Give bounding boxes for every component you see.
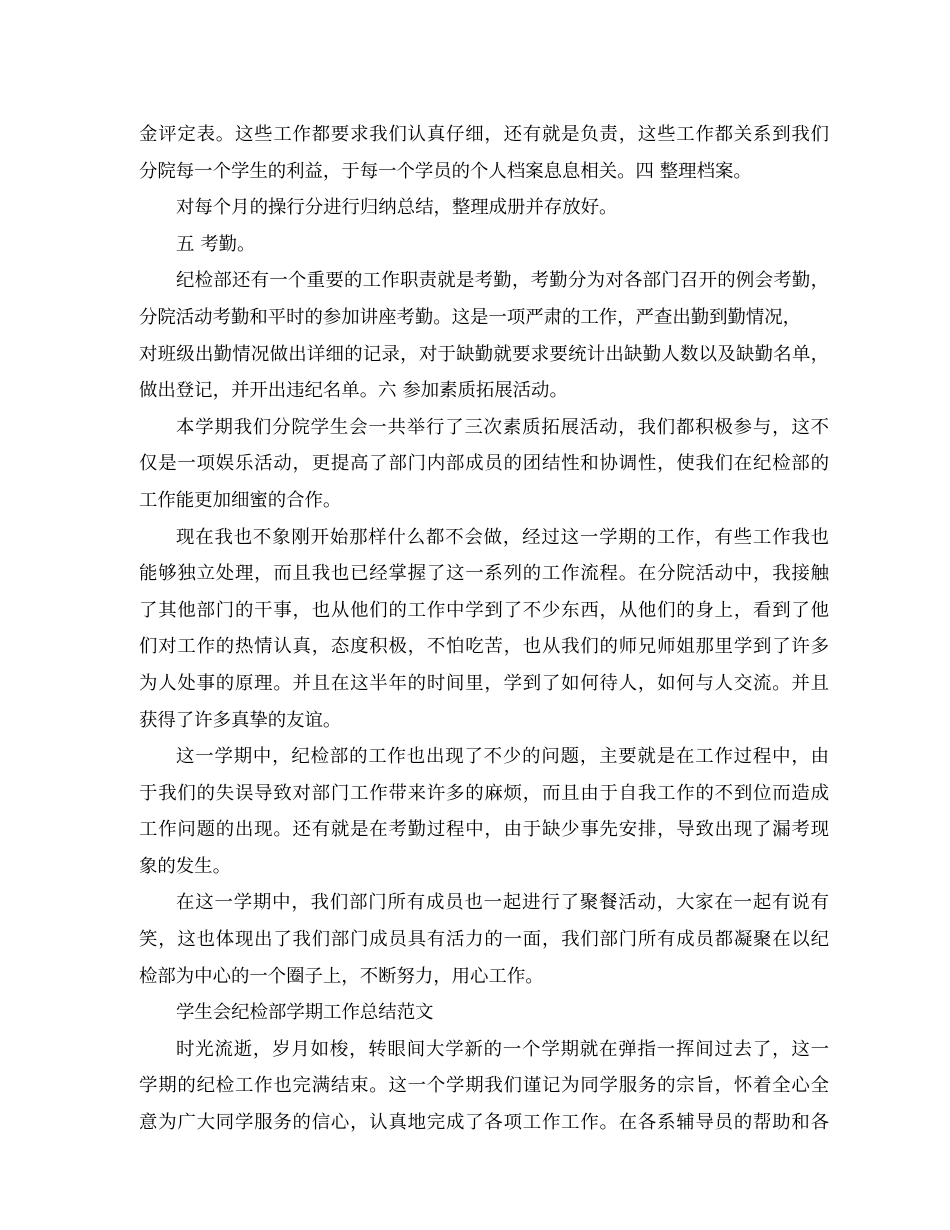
text-line: 检部为中心的一个圈子上，不断努力，用心工作。: [139, 965, 544, 987]
text-line: 工作问题的出现。还有就是在考勤过程中，由于缺少事先安排，导致出现了漏考现: [139, 819, 829, 841]
document-body: [139, 117, 829, 1142]
text-line: 仅是一项娱乐活动，更提高了部门内部成员的团结性和协调性，使我们在纪检部的: [139, 453, 829, 475]
paragraph-start-line: 这一学期中，纪检部的工作也出现了不少的问题，主要就是在工作过程中，由: [176, 746, 829, 768]
text-line: 金评定表。这些工作都要求我们认真仔细，还有就是负责，这些工作都关系到我们: [139, 124, 829, 145]
text-line: 工作能更加细蜜的合作。: [139, 489, 342, 511]
text-line: 意为广大同学服务的信心，认真地完成了各项工作工作。在各系辅导员的帮助和各: [139, 1112, 829, 1134]
text-line: 于我们的失误导致对部门工作带来许多的麻烦，而且由于自我工作的不到位而造成: [139, 782, 829, 804]
text-line: 学期的纪检工作也完满结束。这一个学期我们谨记为同学服务的宗旨，怀着全心全: [139, 1075, 829, 1097]
text-line: 对班级出勤情况做出详细的记录，对于缺勤就要求要统计出缺勤人数以及缺勤名单，: [139, 343, 829, 365]
text-line: 分院每一个学生的利益，于每一个学员的个人档案息息相关。四 整理档案。: [139, 160, 752, 182]
text-line: 获得了许多真挚的友谊。: [139, 709, 342, 731]
text-line: 为人处事的原理。并且在这半年的时间里，学到了如何待人，如何与人交流。并且: [139, 672, 829, 694]
article-title: 学生会纪检部学期工作总结范文: [176, 1002, 434, 1024]
section-heading: 五 考勤。: [176, 233, 256, 255]
text-line: 分院活动考勤和平时的参加讲座考勤。这是一项严肃的工作，严查出勤到勤情况，: [139, 306, 802, 328]
paragraph-start-line: 本学期我们分院学生会一共举行了三次素质拓展活动，我们都积极参与，这不: [176, 416, 829, 438]
text-line: 们对工作的热情认真，态度积极，不怕吃苦，也从我们的师兄师姐那里学到了许多: [139, 636, 829, 658]
text-line: 能够独立处理，而且我也已经掌握了这一系列的工作流程。在分院活动中，我接触: [139, 563, 829, 585]
paragraph-start-line: 对每个月的操行分进行归纳总结，整理成册并存放好。: [176, 197, 618, 219]
text-line: 做出登记，并开出违纪名单。六 参加素质拓展活动。: [139, 380, 568, 402]
paragraph-start-line: 现在我也不象刚开始那样什么都不会做，经过这一学期的工作，有些工作我也: [176, 526, 829, 548]
paragraph-start-line: 在这一学期中，我们部门所有成员也一起进行了聚餐活动，大家在一起有说有: [176, 892, 829, 914]
text-line: 了其他部门的干事，也从他们的工作中学到了不少东西，从他们的身上，看到了他: [139, 599, 829, 621]
text-line: 象的发生。: [139, 855, 231, 877]
paragraph-start-line: 时光流逝，岁月如梭，转眼间大学新的一个学期就在弹指一挥间过去了，这一: [176, 1038, 829, 1060]
paragraph-start-line: 纪检部还有一个重要的工作职责就是考勤，考勤分为对各部门召开的例会考勤，: [176, 270, 829, 292]
text-line: 笑，这也体现出了我们部门成员具有活力的一面，我们部门所有成员都凝聚在以纪: [139, 929, 829, 951]
